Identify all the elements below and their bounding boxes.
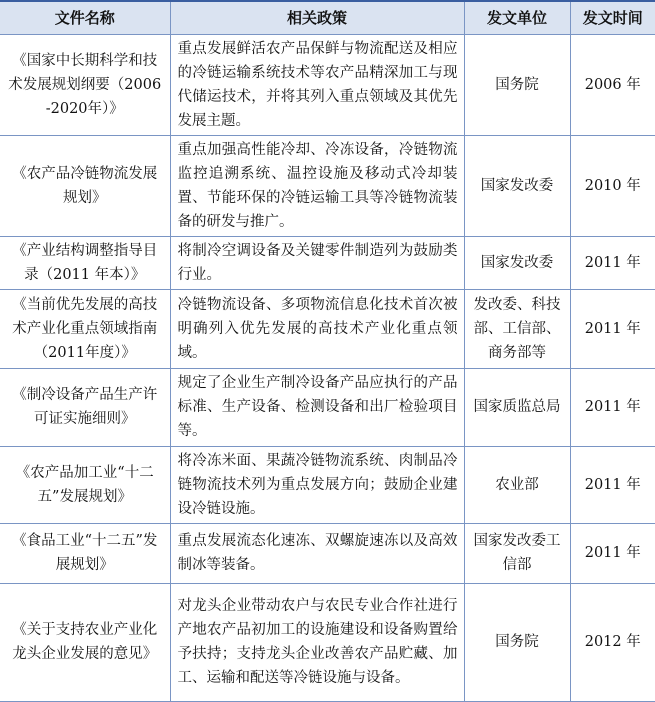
header-issuer: 发文单位: [464, 1, 570, 34]
header-policy: 相关政策: [170, 1, 464, 34]
cell-date: 2011 年: [570, 446, 655, 523]
table-row: [0, 523, 655, 583]
cell-issuer: 国家发改委: [464, 236, 570, 289]
cell-file-name: 《产业结构调整指导目录（2011 年本）》: [0, 236, 170, 289]
cell-file-name: 《农产品冷链物流发展规划》: [0, 135, 170, 236]
cell-file-name: 《制冷设备产品生产许可证实施细则》: [0, 368, 170, 446]
cell-file-name: 《关于支持农业产业化龙头企业发展的意见》: [0, 583, 170, 701]
cell-date: 2010 年: [570, 135, 655, 236]
table-body: [0, 34, 655, 701]
table-header: [0, 1, 655, 34]
cell-date: 2011 年: [570, 289, 655, 368]
cell-policy: 冷链物流设备、多项物流信息化技术首次被明确列入优先发展的高技术产业化重点领域。: [170, 289, 464, 368]
table-row: [0, 446, 655, 523]
cell-policy: 对龙头企业带动农户与农民专业合作社进行产地农产品初加工的设施建设和设备购置给予扶持；支持龙头企业改善农产品贮藏、加工、运输和配送等冷链设施与设备。: [170, 583, 464, 701]
cell-file-name: 《农产品加工业“十二五”发展规划》: [0, 446, 170, 523]
table-row: [0, 236, 655, 289]
cell-issuer: 国家发改委工信部: [464, 523, 570, 583]
table-row: [0, 135, 655, 236]
table-row: [0, 289, 655, 368]
cell-date: 2006 年: [570, 34, 655, 135]
cell-file-name: 《国家中长期科学和技术发展规划纲要（2006-2020年）》: [0, 34, 170, 135]
table-row: [0, 368, 655, 446]
cell-issuer: 国家发改委: [464, 135, 570, 236]
cell-issuer: 发改委、科技部、工信部、商务部等: [464, 289, 570, 368]
cell-policy: 重点发展流态化速冻、双螺旋速冻以及高效制冰等装备。: [170, 523, 464, 583]
cell-file-name: 《食品工业“十二五”发展规划》: [0, 523, 170, 583]
table-row: [0, 583, 655, 701]
cell-issuer: 国务院: [464, 583, 570, 701]
cell-policy: 重点发展鲜活农产品保鲜与物流配送及相应的冷链运输系统技术等农产品精深加工与现代储运技术，并将其列入重点领域及其优先发展主题。: [170, 34, 464, 135]
cell-date: 2011 年: [570, 236, 655, 289]
header-row: [0, 1, 655, 34]
cell-policy: 将冷冻米面、果蔬冷链物流系统、肉制品冷链物流技术列为重点发展方向；鼓励企业建设冷链设施。: [170, 446, 464, 523]
header-date: 发文时间: [570, 1, 655, 34]
cell-date: 2011 年: [570, 523, 655, 583]
cell-policy: 将制冷空调设备及关键零件制造列为鼓励类行业。: [170, 236, 464, 289]
cell-date: 2011 年: [570, 368, 655, 446]
header-file-name: 文件名称: [0, 1, 170, 34]
cell-file-name: 《当前优先发展的高技术产业化重点领域指南（2011年度）》: [0, 289, 170, 368]
cell-issuer: 国务院: [464, 34, 570, 135]
cell-policy: 规定了企业生产制冷设备产品应执行的产品标准、生产设备、检测设备和出厂检验项目等。: [170, 368, 464, 446]
table-row: [0, 34, 655, 135]
cell-date: 2012 年: [570, 583, 655, 701]
cell-issuer: 国家质监总局: [464, 368, 570, 446]
cell-issuer: 农业部: [464, 446, 570, 523]
cell-policy: 重点加强高性能冷却、冷冻设备，冷链物流监控追溯系统、温控设施及移动式冷却装置、节能环保的冷链运输工具等冷链物流装备的研发与推广。: [170, 135, 464, 236]
